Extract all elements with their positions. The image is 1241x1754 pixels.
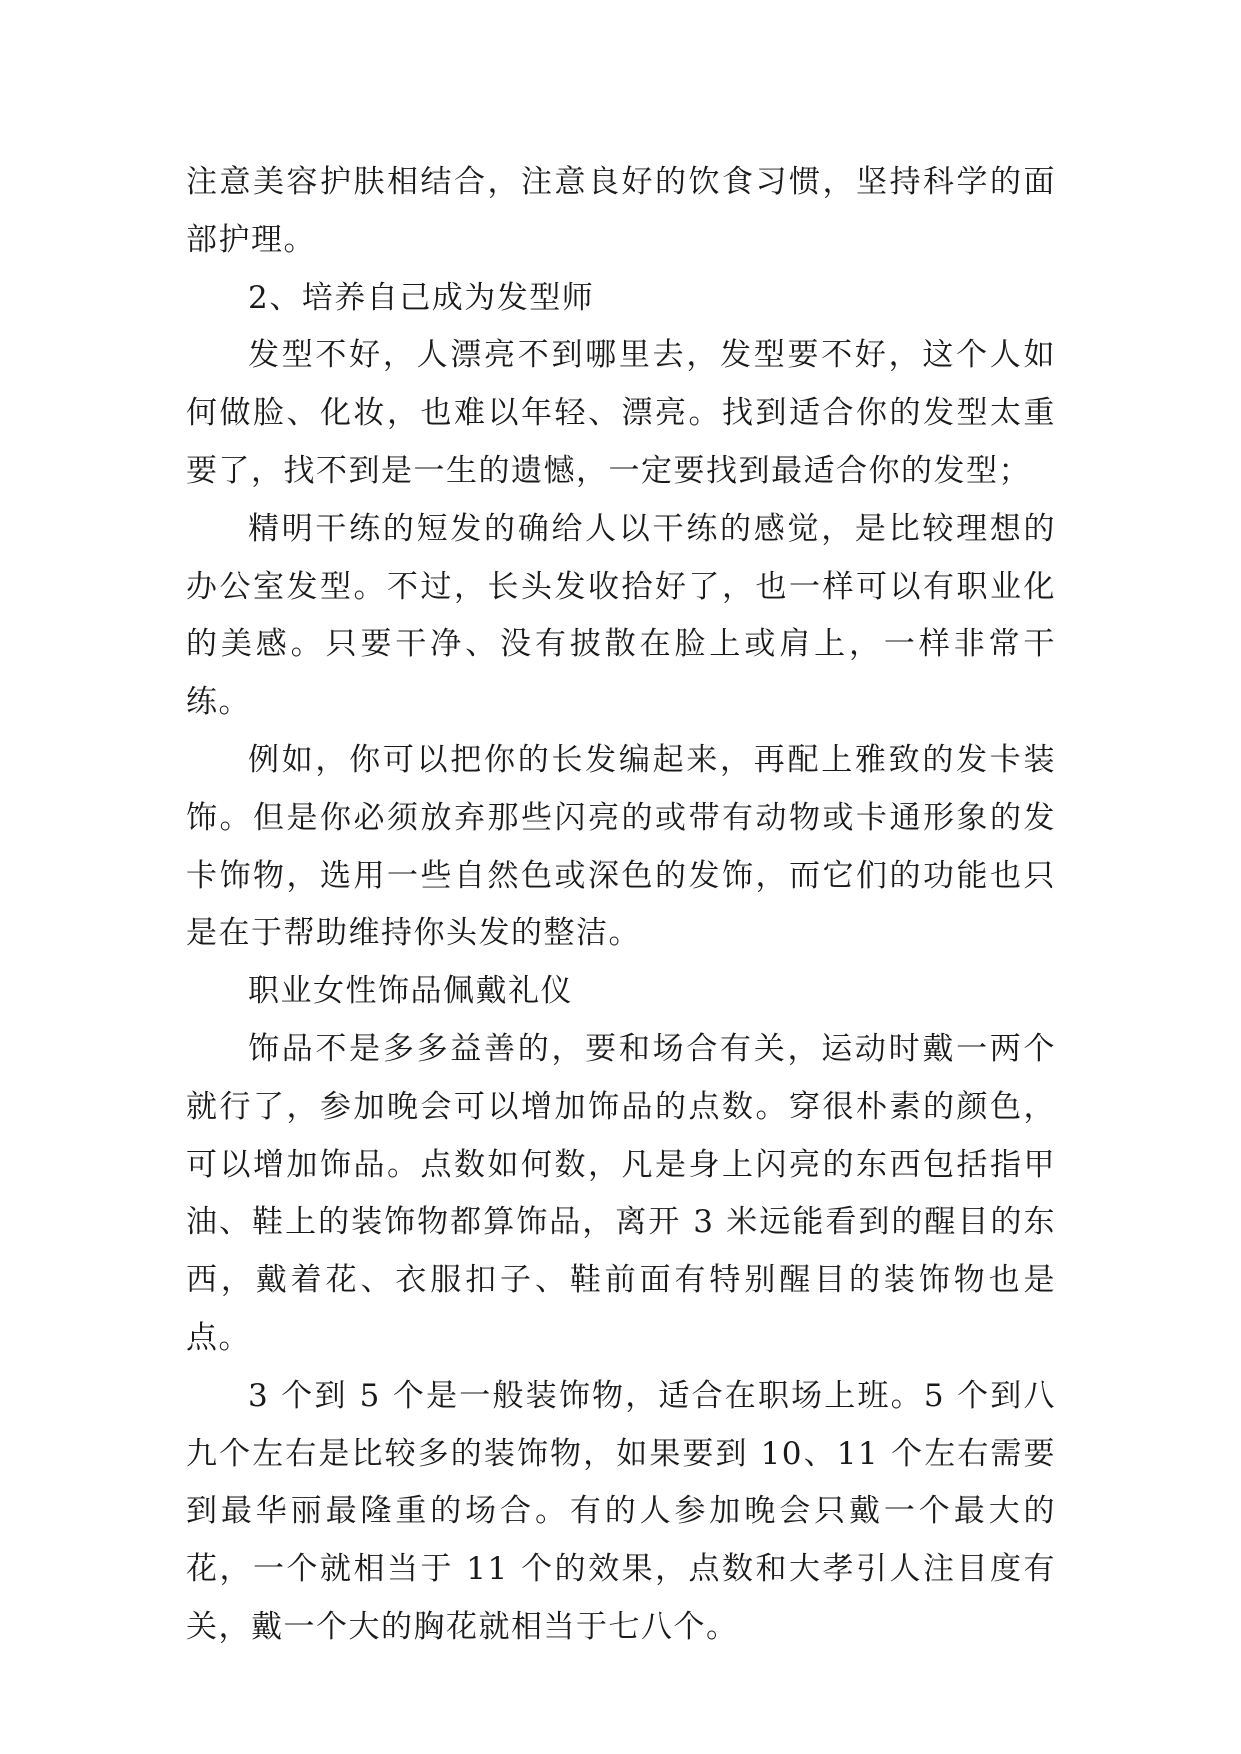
paragraph-short-hair: 精明干练的短发的确给人以干练的感觉，是比较理想的办公室发型。不过，长头发收拾好了，也一样可以有职业化的美感。只要干净、没有披散在脸上或肩上，一样非常干练。 <box>186 510 1056 721</box>
paragraph-jewelry-points: 饰品不是多多益善的，要和场合有关，运动时戴一两个就行了，参加晚会可以增加饰品的点数。穿很朴素的颜色，可以增加饰品。点数如何数，凡是身上闪亮的东西包括指甲油、鞋上的装饰物都算饰品，离开 3 米远能看到的醒目的东西，戴着花、衣服扣子、鞋前面有特别醒目的装饰物也是点。 <box>186 1030 1056 1356</box>
paragraph-jewelry-count: 3 个到 5 个是一般装饰物，适合在职场上班。5 个到八九个左右是比较多的装饰物，如果要到 10、11 个左右需要到最华丽最隆重的场合。有的人参加晚会只戴一个最大的花，一个就相当于 11 个的效果，点数和大孝引人注目度有关，戴一个大的胸花就相当于七八个。 <box>186 1377 1056 1645</box>
heading-jewelry-etiquette: 职业女性饰品佩戴礼仪 <box>248 973 573 1010</box>
paragraph-skincare-end: 注意美容护肤相结合，注意良好的饮食习惯，坚持科学的面部护理。 <box>186 164 1056 258</box>
paragraph-hairstyle-importance: 发型不好，人漂亮不到哪里去，发型要不好，这个人如何做脸、化妆，也难以年轻、漂亮。找到适合你的发型太重要了，找不到是一生的遗憾，一定要找到最适合你的发型； <box>186 337 1056 489</box>
document-body <box>186 154 1056 1657</box>
paragraph-hair-accessories: 例如，你可以把你的长发编起来，再配上雅致的发卡装饰。但是你必须放弃那些闪亮的或带有动物或卡通形象的发卡饰物，选用一些自然色或深色的发饰，而它们的功能也只是在于帮助维持你头发的整洁。 <box>186 741 1056 952</box>
heading-hairstylist: 2、培养自己成为发型师 <box>248 279 595 316</box>
